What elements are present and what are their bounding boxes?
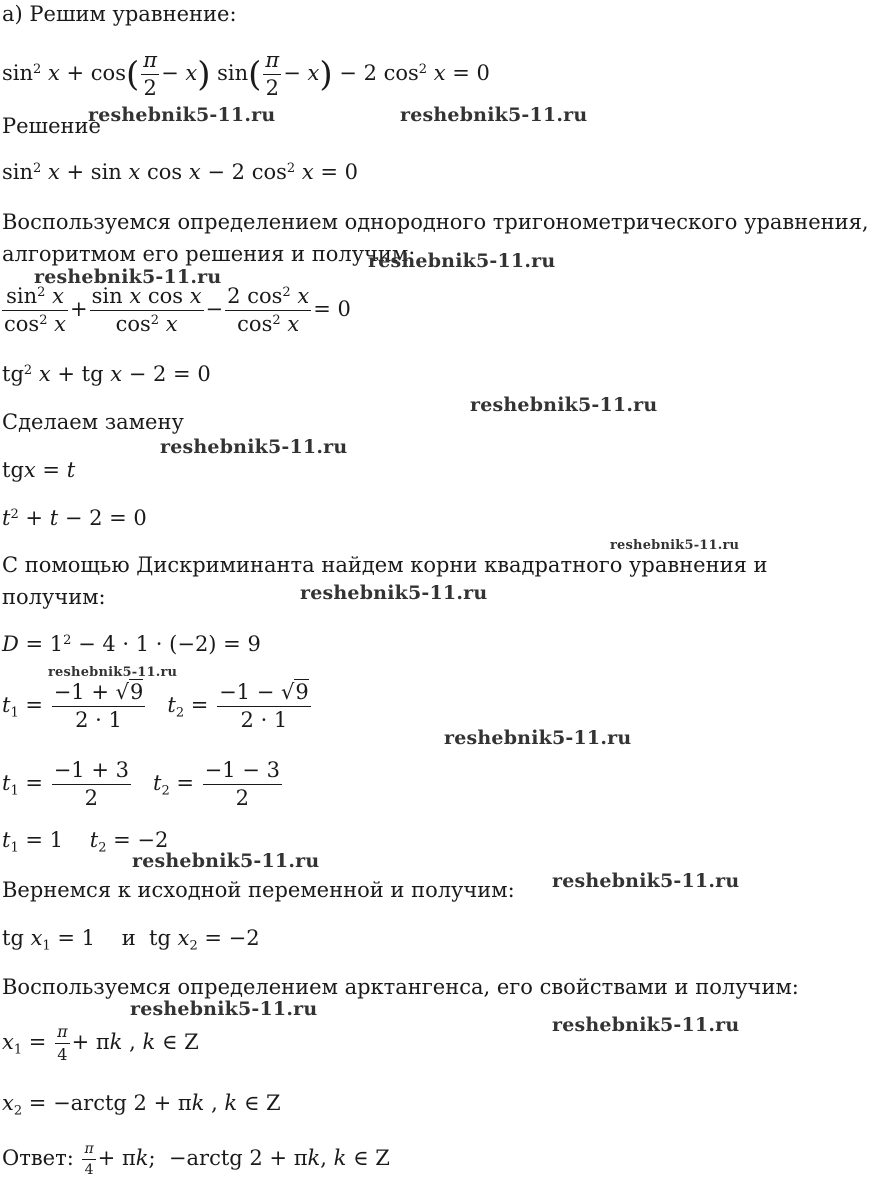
watermark-text: reshebnik5-11.ru	[610, 538, 740, 553]
watermark-text: reshebnik5-11.ru	[132, 850, 320, 872]
watermark-text: reshebnik5-11.ru	[160, 436, 348, 458]
equation-simplified: $\sin^2 x + \sin x$ cos x − 2 $\cos^2 x = 0$	[2, 160, 359, 184]
discriminant-formula: $D = 1^2 - 4 \cdot 1 \cdot (-2) = 9$	[2, 632, 261, 656]
quadratic-equation: $t^2 + t - 2 = 0$	[2, 506, 147, 530]
watermark-text: reshebnik5-11.ru	[552, 870, 740, 892]
roots-numeric: $t_1$ = $\frac{-1 + 3}{2}$ $t_2$ = $\frac{-1 - 3}{2}$	[2, 758, 280, 810]
equation-divided: $\frac{\sin^2 x}{\cos^2 x}$ + $\frac{\text{sin x cos x}}{\cos^2 x}$ − $\frac{2 \cos^2 x}{\cos^2 x}$ = 0	[4, 284, 351, 336]
solution-x1: $x_1$ = $\frac{\pi}{4}$ + πk , k ∈ Z	[2, 1022, 199, 1064]
roots-values: $t_1 = 1$ $t_2 = -2$	[2, 828, 169, 856]
solution-label: Решение	[2, 114, 101, 138]
answer-label: Ответ:	[2, 1146, 74, 1170]
watermark-text: reshebnik5-11.ru	[368, 250, 556, 272]
intro-text: Воспользуемся определением однородного тригонометрического уравнения,	[2, 210, 869, 234]
watermark-text: reshebnik5-11.ru	[470, 394, 658, 416]
equation-original: $\sin^2 x + \cos$( $\frac{\pi}{2}$ − x) sin( $\frac{\pi}{2}$ − x) − 2 $\cos^2 x = 0$	[2, 48, 490, 100]
solution-x2: $x_2$ = −arctg 2 + πk , k ∈ Z	[2, 1091, 281, 1119]
watermark-text: reshebnik5-11.ru	[444, 727, 632, 749]
watermark-text: reshebnik5-11.ru	[400, 104, 588, 126]
answer-line: Ответ: $\frac{\pi}{4}$ + πk; −arctg 2 + πk, k ∈ Z	[2, 1141, 390, 1178]
substitution-formula: tgx = t	[2, 458, 76, 482]
intro-text-2: алгоритмом его решения и получим:	[2, 242, 416, 266]
return-text: Вернемся к исходной переменной и получим:	[2, 878, 515, 902]
arctan-text: Воспользуемся определением арктангенса, его свойствами и получим:	[2, 975, 799, 999]
watermark-text: reshebnik5-11.ru	[300, 582, 488, 604]
roots-sqrt: $t_1$ = $\frac{-1 + √9}{2 \cdot 1}$ $t_2$ = $\frac{-1 - √9}{2 \cdot 1}$	[2, 680, 309, 732]
discriminant-text-2: получим:	[2, 585, 106, 609]
equation-tangent: $tg^2$ x + tg x − 2 = 0	[2, 362, 211, 386]
substitution-label: Сделаем замену	[2, 410, 184, 434]
watermark-text: reshebnik5-11.ru	[48, 665, 178, 680]
watermark-text: reshebnik5-11.ru	[34, 266, 222, 288]
watermark-text: reshebnik5-11.ru	[552, 1014, 740, 1036]
watermark-text: reshebnik5-11.ru	[130, 998, 318, 1020]
tangent-values: tg $x_1 = 1$ и tg $x_2 = -2$	[2, 926, 260, 954]
discriminant-text: С помощью Дискриминанта найдем корни квадратного уравнения и	[2, 553, 768, 577]
part-label: а) Решим уравнение:	[2, 2, 237, 26]
watermark-text: reshebnik5-11.ru	[88, 104, 276, 126]
